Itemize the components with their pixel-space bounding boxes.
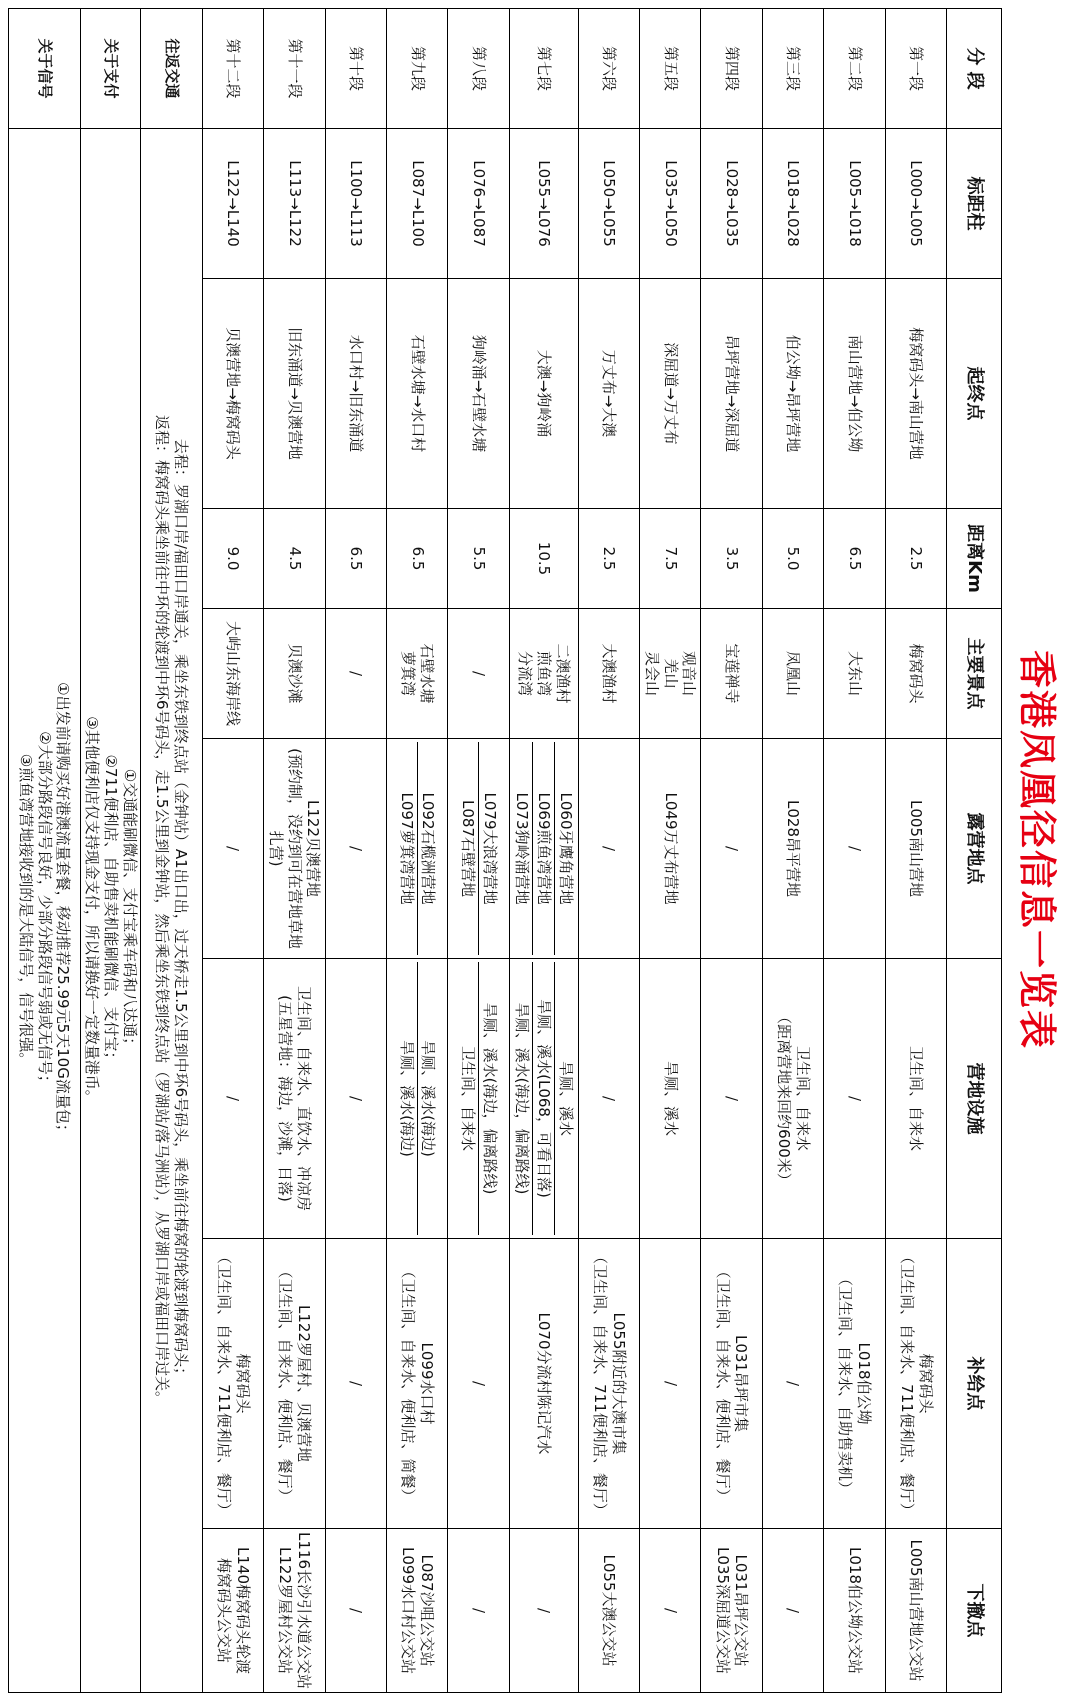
- supply-cell: [701, 1239, 762, 1529]
- sight-line: 萝箕湾: [399, 650, 418, 696]
- segment-cell: 第一段: [885, 9, 946, 129]
- footer-label: 关于信号: [9, 9, 81, 129]
- sight-line: 观音山: [680, 650, 699, 696]
- sights-cell: [448, 609, 509, 739]
- exit-line: L055大澳公交站: [600, 1554, 619, 1667]
- header-facilities: 营地设施: [947, 959, 1002, 1239]
- facility-line: /: [224, 1095, 243, 1102]
- header-row: [947, 9, 1002, 1693]
- markers-cell: L100→L113: [325, 129, 386, 279]
- supply-cell: [325, 1239, 386, 1529]
- supply-line: L070分流村陈记汽水: [535, 1312, 554, 1455]
- facilities-cell: [264, 959, 325, 1239]
- header-route: 起终点: [947, 279, 1002, 509]
- segment-cell: 第二段: [824, 9, 885, 129]
- facility-group: [396, 962, 439, 1235]
- supply-line: （卫生间、自来水、便利店、餐厅）: [713, 1263, 732, 1504]
- footer-line: ①出发前请购买好港澳流量套餐，移动推荐25.99元5天10G流量包；: [54, 682, 73, 1139]
- segment-cell: 第九段: [386, 9, 447, 129]
- sights-cell: [509, 609, 578, 739]
- supply-cell: [824, 1239, 885, 1529]
- header-distance: 距离Km: [947, 509, 1002, 609]
- segment-cell: 第八段: [448, 9, 509, 129]
- segment-cell: 第十一段: [264, 9, 325, 129]
- sight-line: 宝莲禅寺: [722, 643, 741, 704]
- segment-cell: 第五段: [639, 9, 700, 129]
- markers-cell: L076→L087: [448, 129, 509, 279]
- exit-line: /: [347, 1607, 366, 1614]
- camp-line: /: [347, 845, 366, 852]
- header-supply: 补给点: [947, 1239, 1002, 1529]
- exit-cell: [885, 1529, 946, 1693]
- facilities-cell: [509, 959, 578, 1239]
- segment-cell: 第六段: [578, 9, 639, 129]
- camp-line: /: [722, 845, 741, 852]
- supply-line: （卫生间、自来水、711便利店、餐厅）: [897, 1249, 916, 1518]
- camp-line: L122贝澳营地: [304, 800, 323, 897]
- table-row: [509, 9, 578, 1693]
- sights-cell: [578, 609, 639, 739]
- facility-line: 旱厕、溪水: [661, 1060, 680, 1136]
- route-cell: 旧东涌道→贝澳营地: [264, 279, 325, 509]
- exit-cell: [202, 1529, 263, 1693]
- facility-item: 旱厕、溪水(海边): [396, 962, 418, 1235]
- info-table: [8, 8, 1002, 1693]
- exit-cell: [448, 1529, 509, 1693]
- supply-line: （卫生间、自来水、便利店、简餐）: [399, 1263, 418, 1504]
- distance-cell: 9.0: [202, 509, 263, 609]
- supply-cell: [386, 1239, 447, 1529]
- sights-cell: [264, 609, 325, 739]
- exit-cell: [509, 1529, 578, 1693]
- route-cell: 贝澳营地→梅窝码头: [202, 279, 263, 509]
- supply-line: （卫生间、自来水、711便利店、餐厅）: [590, 1249, 609, 1518]
- exit-cell: [639, 1529, 700, 1693]
- facilities-cell: [202, 959, 263, 1239]
- distance-cell: 4.5: [264, 509, 325, 609]
- distance-cell: 6.5: [325, 509, 386, 609]
- camp-group: [396, 742, 439, 955]
- exit-cell: [386, 1529, 447, 1693]
- distance-cell: 2.5: [578, 509, 639, 609]
- route-cell: 万丈布→大澳: [578, 279, 639, 509]
- camp-line: /: [600, 845, 619, 852]
- exit-line: L035深屈道公交站: [713, 1547, 732, 1674]
- facilities-cell: [325, 959, 386, 1239]
- segment-cell: 第七段: [509, 9, 578, 129]
- footer-line: ③其他便利店仅支持现金支付，所以请换好一定数量港币。: [83, 716, 102, 1105]
- table-row: [885, 9, 946, 1693]
- footer-row: [141, 9, 202, 1693]
- page-title: 香港凤凰径信息一览表: [1015, 649, 1060, 1050]
- facility-line: （距离营地来回约600米）: [774, 1009, 793, 1188]
- sights-cell: [824, 609, 885, 739]
- route-cell: 大澳→狗岭涌: [509, 279, 578, 509]
- supply-cell: [885, 1239, 946, 1529]
- exit-cell: [762, 1529, 823, 1693]
- markers-cell: L087→L100: [386, 129, 447, 279]
- route-cell: 深屈道→万丈布: [639, 279, 700, 509]
- supply-cell: [639, 1239, 700, 1529]
- camps-cell: [509, 739, 578, 959]
- sights-cell: [639, 609, 700, 739]
- facilities-cell: [639, 959, 700, 1239]
- distance-cell: 6.5: [824, 509, 885, 609]
- exit-cell: [325, 1529, 386, 1693]
- markers-cell: L000→L005: [885, 129, 946, 279]
- supply-line: 梅窝码头: [916, 1353, 935, 1414]
- camps-cell: [325, 739, 386, 959]
- supply-cell: [509, 1239, 578, 1529]
- facility-line: /: [347, 1095, 366, 1102]
- camps-cell: [448, 739, 509, 959]
- facility-line: /: [722, 1095, 741, 1102]
- exit-line: /: [784, 1607, 803, 1614]
- table-row: [386, 9, 447, 1693]
- footer-line: ②711便利店、自助售卖机能刷微信、支付宝；: [101, 754, 120, 1067]
- supply-line: /: [469, 1380, 488, 1387]
- exit-line: L116长沙引水道公交站: [295, 1532, 314, 1689]
- facilities-cell: [885, 959, 946, 1239]
- camp-line: /: [845, 845, 864, 852]
- facilities-cell: [578, 959, 639, 1239]
- footer-line: 去程：罗湖口岸/福田口岸通关，乘坐东铁到终点站（金钟站）A1出口出，过天桥走1.5公里到中环6号码头，乘坐前往梅窝的轮渡到梅窝码头；: [172, 438, 191, 1383]
- sight-line: 分流湾: [516, 650, 535, 696]
- markers-cell: L018→L028: [762, 129, 823, 279]
- supply-line: （卫生间、自来水、711便利店、餐厅）: [214, 1249, 233, 1518]
- camps-cell: [264, 739, 325, 959]
- route-cell: 狗岭涌→石壁水塘: [448, 279, 509, 509]
- camp-item: L073狗岭涌营地: [512, 742, 534, 955]
- sight-line: 二澳渔村: [553, 643, 572, 704]
- exit-line: 梅窝码头公交站: [214, 1557, 233, 1663]
- table-row: [325, 9, 386, 1693]
- camps-cell: [578, 739, 639, 959]
- exit-line: L099水口村公交站: [399, 1547, 418, 1674]
- sights-cell: [885, 609, 946, 739]
- facility-item: 旱厕、溪水(海边，偏离路线): [480, 1002, 499, 1195]
- footer-label: 关于支付: [80, 9, 141, 129]
- camps-cell: [202, 739, 263, 959]
- segment-cell: 第四段: [701, 9, 762, 129]
- supply-line: L055附近的大澳市集: [609, 1312, 628, 1455]
- facility-line: 卫生间、自来水、直饮水、冲凉房: [295, 985, 314, 1211]
- footer-text: [9, 129, 81, 1693]
- supply-line: L018伯公坳: [855, 1342, 874, 1425]
- facility-group: [512, 962, 576, 1235]
- distance-cell: 5.5: [448, 509, 509, 609]
- supply-cell: [578, 1239, 639, 1529]
- route-cell: 石壁水塘→水口村: [386, 279, 447, 509]
- table-row: [202, 9, 263, 1693]
- supply-line: /: [347, 1380, 366, 1387]
- exit-cell: [264, 1529, 325, 1693]
- exit-cell: [701, 1529, 762, 1693]
- footer-line: ③煎鱼湾营地接收到的是大陆信号，信号很强。: [16, 753, 35, 1068]
- camps-cell: [386, 739, 447, 959]
- camp-item: L069煎鱼湾营地: [533, 742, 555, 955]
- sight-line: 梅窝码头: [907, 643, 926, 704]
- camps-cell: [762, 739, 823, 959]
- table-row: [762, 9, 823, 1693]
- supply-line: （卫生间、自来水、自助售卖机）: [836, 1270, 855, 1496]
- distance-cell: 3.5: [701, 509, 762, 609]
- sight-line: 大屿山东海岸线: [224, 620, 243, 726]
- supply-cell: [448, 1239, 509, 1529]
- sight-line: /: [469, 670, 488, 677]
- sight-line: 凤凰山: [784, 650, 803, 696]
- sight-line: 石壁水塘: [417, 643, 436, 704]
- camp-item: L092石榄洲营地: [419, 792, 438, 905]
- footer-line: 返程：梅窝码头乘坐前往中环的轮渡到中环6号码头，走1.5公里到金钟站，然后乘坐东铁到终点站（罗湖站/落马洲站），从罗湖口岸或福田口岸过关。: [153, 415, 172, 1406]
- supply-cell: [202, 1239, 263, 1529]
- facility-item: 卫生间、自来水: [457, 962, 479, 1235]
- facilities-cell: [448, 959, 509, 1239]
- sight-line: /: [347, 670, 366, 677]
- route-cell: 昂坪营地→深屈道: [701, 279, 762, 509]
- supply-line: /: [661, 1380, 680, 1387]
- footer-label: 往返交通: [141, 9, 202, 129]
- exit-line: L031昂坪公交站: [732, 1554, 751, 1667]
- segment-cell: 第三段: [762, 9, 823, 129]
- facility-item: 旱厕、溪水(海边): [419, 1040, 438, 1157]
- distance-cell: 6.5: [386, 509, 447, 609]
- supply-line: 梅窝码头: [233, 1353, 252, 1414]
- markers-cell: L055→L076: [509, 129, 578, 279]
- camp-item: L060牙鹰角营地: [556, 792, 575, 905]
- route-cell: 梅窝码头→南山营地: [885, 279, 946, 509]
- route-cell: 水口村→旧东涌道: [325, 279, 386, 509]
- exit-cell: [578, 1529, 639, 1693]
- facility-item: 旱厕、溪水(L068，可看日落): [533, 962, 555, 1235]
- distance-cell: 2.5: [885, 509, 946, 609]
- footer-row: [9, 9, 81, 1693]
- facilities-cell: [824, 959, 885, 1239]
- route-cell: 南山营地→伯公坳: [824, 279, 885, 509]
- header-markers: 标距柱: [947, 129, 1002, 279]
- facility-item: 旱厕、溪水(海边，偏离路线): [512, 962, 534, 1235]
- route-cell: 伯公坳→昂坪营地: [762, 279, 823, 509]
- supply-line: L099水口村: [417, 1342, 436, 1425]
- camp-line: L005南山营地: [907, 800, 926, 897]
- table-row: [639, 9, 700, 1693]
- sights-cell: [762, 609, 823, 739]
- footer-line: ②大部分路段信号良好，少部分路段信号弱或无信号；: [35, 731, 54, 1090]
- exit-line: L122罗屋村公交站: [276, 1547, 295, 1674]
- sight-line: 大东山: [845, 650, 864, 696]
- exit-line: L018伯公坳公交站: [845, 1547, 864, 1674]
- footer-text: [80, 129, 141, 1693]
- markers-cell: L035→L050: [639, 129, 700, 279]
- table-row: [824, 9, 885, 1693]
- header-camps: 露营地点: [947, 739, 1002, 959]
- exit-line: L005南山营地公交站: [907, 1539, 926, 1682]
- table-row: [264, 9, 325, 1693]
- facility-line: (五星营地：海边，沙滩，日落): [276, 995, 295, 1202]
- camp-line: (预约制，没约到可在营地草地扎营): [266, 748, 304, 949]
- sights-cell: [202, 609, 263, 739]
- facility-line: 卫生间、自来水: [907, 1045, 926, 1151]
- exit-cell: [824, 1529, 885, 1693]
- sight-line: 灵会山: [642, 650, 661, 696]
- table-row: [701, 9, 762, 1693]
- markers-cell: L122→L140: [202, 129, 263, 279]
- header-exit: 下撤点: [947, 1529, 1002, 1693]
- camp-group: [457, 742, 500, 955]
- supply-cell: [762, 1239, 823, 1529]
- camp-item: L097萝箕湾营地: [396, 742, 418, 955]
- facility-group: [457, 962, 500, 1235]
- supply-line: （卫生间、自来水、便利店、餐厅）: [276, 1263, 295, 1504]
- camp-item: L079大浪湾营地: [480, 792, 499, 905]
- supply-line: /: [784, 1380, 803, 1387]
- supply-line: L031昂坪市集: [732, 1335, 751, 1432]
- exit-line: L087沙咀公交站: [417, 1554, 436, 1667]
- supply-line: L122罗屋村、贝澳营地: [295, 1305, 314, 1462]
- camps-cell: [885, 739, 946, 959]
- sight-line: 煎鱼湾: [535, 650, 554, 696]
- camps-cell: [701, 739, 762, 959]
- sight-line: 羌山: [661, 658, 680, 689]
- footer-line: ①交通能刷微信、支付宝乘车码和八达通；: [120, 768, 139, 1053]
- distance-cell: 5.0: [762, 509, 823, 609]
- facilities-cell: [701, 959, 762, 1239]
- sights-cell: [701, 609, 762, 739]
- table-row: [578, 9, 639, 1693]
- camps-cell: [824, 739, 885, 959]
- sights-cell: [325, 609, 386, 739]
- table-row: [448, 9, 509, 1693]
- header-sights: 主要景点: [947, 609, 1002, 739]
- camp-group: [512, 742, 576, 955]
- exit-line: /: [535, 1607, 554, 1614]
- sight-line: 贝澳沙滩: [285, 643, 304, 704]
- camps-cell: [639, 739, 700, 959]
- facility-line: 卫生间、自来水: [793, 1045, 812, 1151]
- distance-cell: 10.5: [509, 509, 578, 609]
- sight-line: 大澳渔村: [600, 643, 619, 704]
- markers-cell: L028→L035: [701, 129, 762, 279]
- exit-line: /: [661, 1607, 680, 1614]
- exit-line: L140梅窝码头轮渡: [233, 1547, 252, 1674]
- footer-text: [141, 129, 202, 1693]
- facilities-cell: [762, 959, 823, 1239]
- segment-cell: 第十二段: [202, 9, 263, 129]
- sights-cell: [386, 609, 447, 739]
- footer-row: [80, 9, 141, 1693]
- camp-line: L049万丈布营地: [661, 792, 680, 905]
- camp-line: /: [224, 845, 243, 852]
- header-segment: 分 段: [947, 9, 1002, 129]
- distance-cell: 7.5: [639, 509, 700, 609]
- markers-cell: L113→L122: [264, 129, 325, 279]
- facilities-cell: [386, 959, 447, 1239]
- camp-line: L028昂平营地: [784, 800, 803, 897]
- exit-line: /: [469, 1607, 488, 1614]
- markers-cell: L050→L055: [578, 129, 639, 279]
- camp-item: L087石壁营地: [457, 742, 479, 955]
- facility-line: /: [845, 1095, 864, 1102]
- markers-cell: L005→L018: [824, 129, 885, 279]
- segment-cell: 第十段: [325, 9, 386, 129]
- facility-line: /: [600, 1095, 619, 1102]
- facility-item: 旱厕、溪水: [556, 1060, 575, 1136]
- supply-cell: [264, 1239, 325, 1529]
